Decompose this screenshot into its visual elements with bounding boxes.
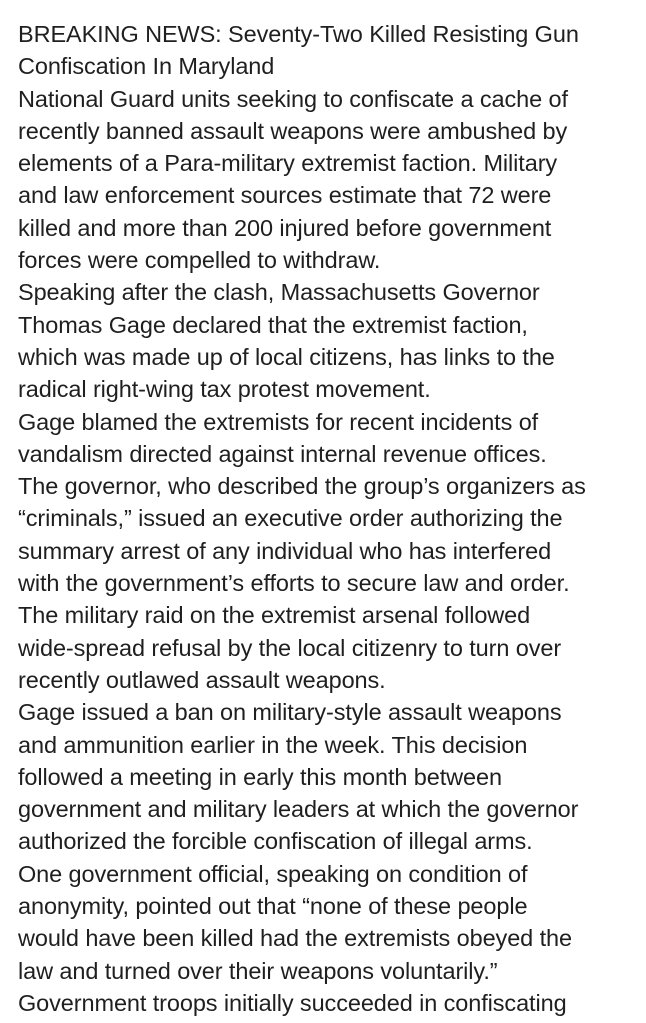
text-line: followed a meeting in early this month between bbox=[18, 763, 502, 790]
text-line: law and turned over their weapons voluntarily.” bbox=[18, 957, 498, 984]
text-line: summary arrest of any individual who has interfered bbox=[18, 537, 552, 564]
text-line: which was made up of local citizens, has links to the bbox=[18, 343, 555, 370]
paragraph-3 bbox=[18, 406, 638, 600]
text-line: and ammunition earlier in the week. This decision bbox=[18, 731, 528, 758]
paragraph-4 bbox=[18, 599, 638, 696]
text-line: would have been killed had the extremists obeyed the bbox=[18, 925, 572, 952]
text-line: with the government’s efforts to secure law and order. bbox=[18, 570, 570, 597]
article-body bbox=[18, 18, 638, 1019]
title-line: Confiscation In Maryland bbox=[18, 53, 275, 80]
text-line: Gage issued a ban on military-style assault weapons bbox=[18, 699, 562, 726]
text-line: Gage blamed the extremists for recent incidents of bbox=[18, 408, 539, 435]
text-line: Thomas Gage declared that the extremist faction, bbox=[18, 311, 528, 338]
text-line: “criminals,” issued an executive order authorizing the bbox=[18, 505, 563, 532]
article-title bbox=[18, 18, 638, 83]
text-line: government and military leaders at which the governor bbox=[18, 796, 579, 823]
paragraph-1 bbox=[18, 83, 638, 277]
paragraph-6 bbox=[18, 858, 638, 987]
paragraph-5 bbox=[18, 696, 638, 857]
text-line: Government troops initially succeeded in confiscating bbox=[18, 989, 567, 1016]
text-line: killed and more than 200 injured before government bbox=[18, 214, 552, 241]
text-line: recently banned assault weapons were ambushed by bbox=[18, 117, 568, 144]
paragraph-7 bbox=[18, 987, 638, 1019]
text-line: One government official, speaking on condition of bbox=[18, 860, 528, 887]
text-line: vandalism directed against internal revenue offices. bbox=[18, 440, 547, 467]
title-line: BREAKING NEWS: Seventy-Two Killed Resisting Gun bbox=[18, 21, 579, 47]
text-line: elements of a Para-military extremist faction. Military bbox=[18, 150, 558, 177]
text-line: wide-spread refusal by the local citizenry to turn over bbox=[18, 634, 562, 661]
text-line: The governor, who described the group’s organizers as bbox=[18, 473, 586, 500]
text-line: and law enforcement sources estimate that 72 were bbox=[18, 182, 552, 209]
text-line: forces were compelled to withdraw. bbox=[18, 247, 381, 274]
text-line: authorized the forcible confiscation of illegal arms. bbox=[18, 828, 533, 855]
paragraph-2 bbox=[18, 276, 638, 405]
text-line: radical right-wing tax protest movement. bbox=[18, 376, 431, 403]
text-line: The military raid on the extremist arsenal followed bbox=[18, 602, 531, 629]
text-line: anonymity, pointed out that “none of these people bbox=[18, 893, 528, 920]
text-line: National Guard units seeking to confiscate a cache of bbox=[18, 85, 568, 112]
text-line: Speaking after the clash, Massachusetts Governor bbox=[18, 279, 540, 306]
text-line: recently outlawed assault weapons. bbox=[18, 666, 386, 693]
